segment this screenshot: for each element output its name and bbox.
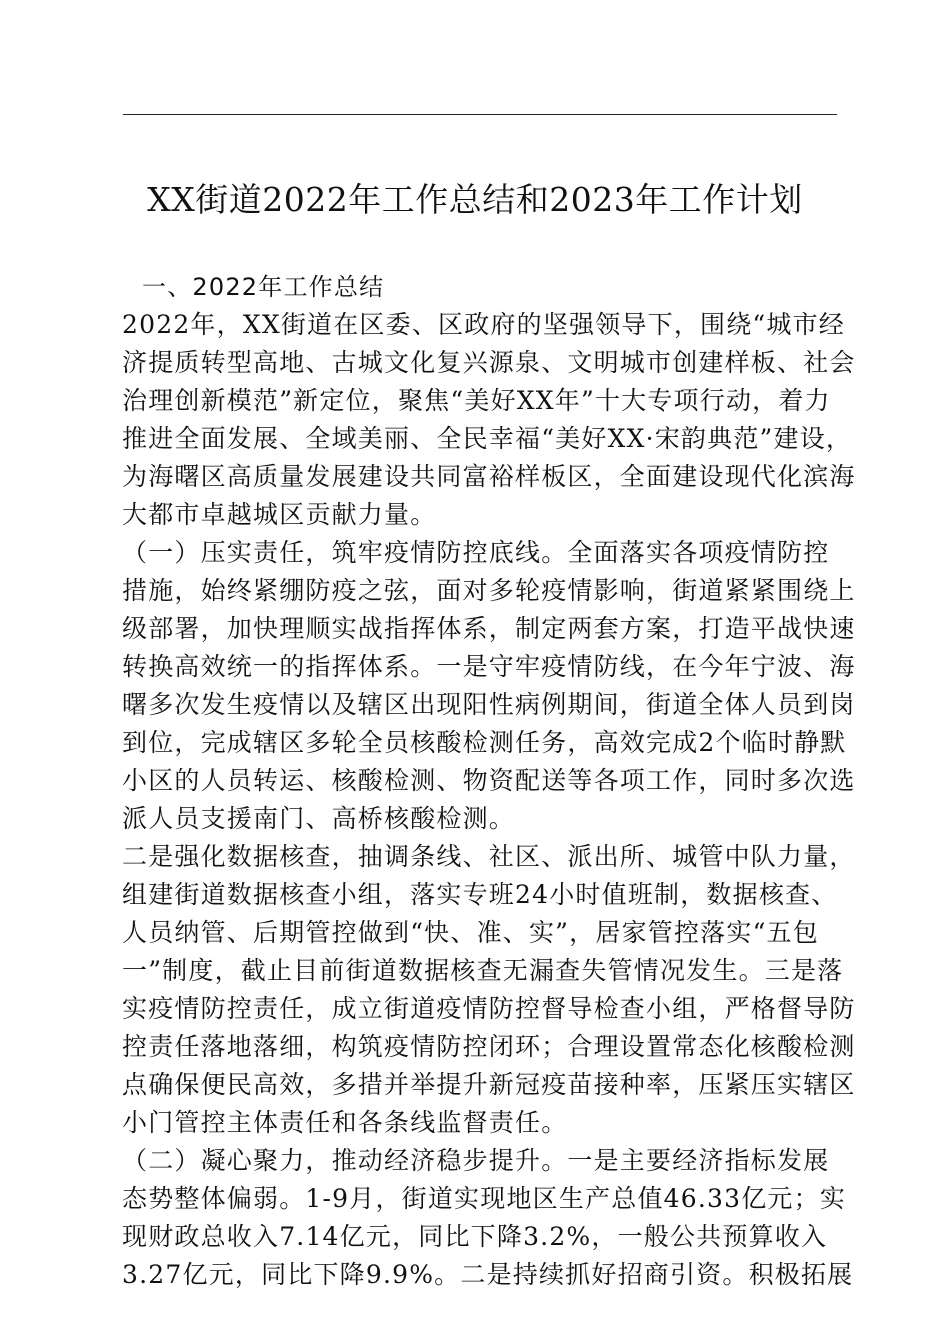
paragraph-line: 现财政总收入7.14亿元，同比下降3.2%，一般公共预算收入: [122, 1222, 828, 1251]
paragraph-line: 措施，始终紧绷防疫之弦，面对多轮疫情影响，街道紧紧围绕上: [122, 576, 856, 605]
paragraph-line: （一）压实责任，筑牢疫情防控底线。全面落实各项疫情防控: [122, 538, 830, 567]
header-divider: [123, 114, 837, 115]
paragraph-line: 实疫情防控责任，成立街道疫情防控督导检查小组，严格督导防: [122, 994, 856, 1023]
paragraph-line: 曙多次发生疫情以及辖区出现阳性病例期间，街道全体人员到岗: [122, 690, 856, 719]
paragraph-line: 济提质转型高地、古城文化复兴源泉、文明城市创建样板、社会: [122, 348, 856, 377]
document-title: XX街道2022年工作总结和2023年工作计划: [147, 180, 803, 219]
paragraph-line: 推进全面发展、全域美丽、全民幸福“美好XX·宋韵典范”建设，: [122, 424, 853, 453]
paragraph-line: 一”制度，截止目前街道数据核查无漏查失管情况发生。三是落: [122, 956, 844, 985]
section-heading: 一、2022年工作总结: [142, 273, 385, 301]
paragraph-line: 小门管控主体责任和各条线监督责任。: [122, 1108, 568, 1137]
paragraph-line: 控责任落地落细，构筑疫情防控闭环；合理设置常态化核酸检测: [122, 1032, 856, 1061]
paragraph-line: 人员纳管、后期管控做到“快、准、实”，居家管控落实“五包: [122, 918, 819, 947]
paragraph-line: 二是强化数据核查，抽调条线、社区、派出所、城管中队力量，: [122, 842, 856, 871]
paragraph-line: 治理创新模范”新定位，聚焦“美好XX年”十大专项行动，着力: [122, 386, 831, 415]
paragraph-line: 为海曙区高质量发展建设共同富裕样板区，全面建设现代化滨海: [122, 462, 856, 491]
paragraph-line: 到位，完成辖区多轮全员核酸检测任务，高效完成2个临时静默: [122, 728, 847, 757]
paragraph-line: 大都市卓越城区贡献力量。: [122, 500, 437, 529]
paragraph-line: 点确保便民高效，多措并举提升新冠疫苗接种率，压紧压实辖区: [122, 1070, 856, 1099]
paragraph-line: 态势整体偏弱。1-9月，街道实现地区生产总值46.33亿元；实: [122, 1184, 847, 1213]
document-body: [122, 268, 882, 1294]
paragraph-line: （二）凝心聚力，推动经济稳步提升。一是主要经济指标发展: [122, 1146, 830, 1175]
paragraph-line: 派人员支援南门、高桥核酸检测。: [122, 804, 516, 833]
paragraph-line: 级部署，加快理顺实战指挥体系，制定两套方案，打造平战快速: [122, 614, 856, 643]
paragraph-line: 小区的人员转运、核酸检测、物资配送等各项工作，同时多次选: [122, 766, 856, 795]
paragraph-line: 3.27亿元，同比下降9.9%。二是持续抓好招商引资。积极拓展: [122, 1260, 854, 1289]
paragraph-line: 组建街道数据核查小组，落实专班24小时值班制，数据核查、: [122, 880, 838, 909]
paragraph-line: 2022年，XX街道在区委、区政府的坚强领导下，围绕“城市经: [122, 310, 846, 339]
paragraph-line: 转换高效统一的指挥体系。一是守牢疫情防线，在今年宁波、海: [122, 652, 856, 681]
